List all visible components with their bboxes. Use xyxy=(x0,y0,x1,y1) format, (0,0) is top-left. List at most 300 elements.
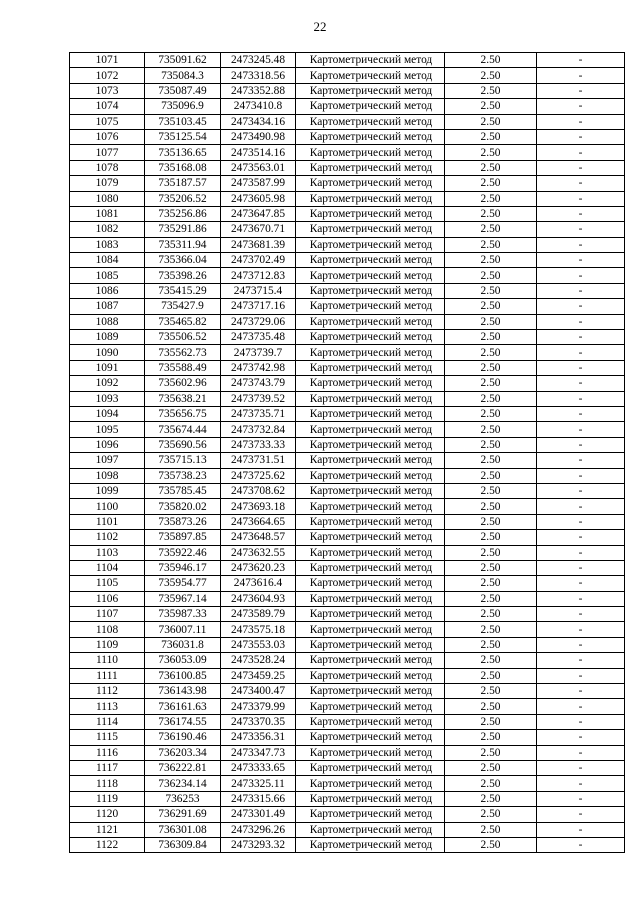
x-coordinate-cell: 735638.21 xyxy=(145,391,221,406)
note-cell: - xyxy=(537,714,625,729)
accuracy-cell: 2.50 xyxy=(445,499,537,514)
method-cell: Картометрический метод xyxy=(296,760,445,775)
table-row xyxy=(70,129,625,144)
x-coordinate-cell: 736291.69 xyxy=(145,807,221,822)
point-number-cell: 1076 xyxy=(70,129,145,144)
accuracy-cell: 2.50 xyxy=(445,791,537,806)
method-cell: Картометрический метод xyxy=(296,437,445,452)
method-cell: Картометрический метод xyxy=(296,391,445,406)
point-number-cell: 1074 xyxy=(70,99,145,114)
x-coordinate-cell: 735415.29 xyxy=(145,283,221,298)
y-coordinate-cell: 2473725.62 xyxy=(221,468,296,483)
accuracy-cell: 2.50 xyxy=(445,468,537,483)
table-row xyxy=(70,253,625,268)
note-cell: - xyxy=(537,668,625,683)
accuracy-cell: 2.50 xyxy=(445,129,537,144)
accuracy-cell: 2.50 xyxy=(445,237,537,252)
method-cell: Картометрический метод xyxy=(296,607,445,622)
accuracy-cell: 2.50 xyxy=(445,776,537,791)
method-cell: Картометрический метод xyxy=(296,730,445,745)
point-number-cell: 1095 xyxy=(70,422,145,437)
point-number-cell: 1089 xyxy=(70,330,145,345)
table-row xyxy=(70,807,625,822)
method-cell: Картометрический метод xyxy=(296,591,445,606)
table-row xyxy=(70,222,625,237)
note-cell: - xyxy=(537,637,625,652)
table-row xyxy=(70,345,625,360)
note-cell: - xyxy=(537,545,625,560)
table-row xyxy=(70,68,625,83)
y-coordinate-cell: 2473681.39 xyxy=(221,237,296,252)
accuracy-cell: 2.50 xyxy=(445,545,537,560)
method-cell: Картометрический метод xyxy=(296,314,445,329)
accuracy-cell: 2.50 xyxy=(445,283,537,298)
y-coordinate-cell: 2473708.62 xyxy=(221,483,296,498)
y-coordinate-cell: 2473553.03 xyxy=(221,637,296,652)
x-coordinate-cell: 736309.84 xyxy=(145,837,221,852)
point-number-cell: 1109 xyxy=(70,637,145,652)
y-coordinate-cell: 2473604.93 xyxy=(221,591,296,606)
table-row xyxy=(70,699,625,714)
note-cell: - xyxy=(537,684,625,699)
method-cell: Картометрический метод xyxy=(296,530,445,545)
y-coordinate-cell: 2473712.83 xyxy=(221,268,296,283)
accuracy-cell: 2.50 xyxy=(445,560,537,575)
y-coordinate-cell: 2473490.98 xyxy=(221,129,296,144)
y-coordinate-cell: 2473632.55 xyxy=(221,545,296,560)
point-number-cell: 1079 xyxy=(70,176,145,191)
accuracy-cell: 2.50 xyxy=(445,714,537,729)
point-number-cell: 1073 xyxy=(70,83,145,98)
x-coordinate-cell: 735656.75 xyxy=(145,406,221,421)
point-number-cell: 1081 xyxy=(70,206,145,221)
table-row xyxy=(70,330,625,345)
method-cell: Картометрический метод xyxy=(296,99,445,114)
accuracy-cell: 2.50 xyxy=(445,206,537,221)
table-row xyxy=(70,607,625,622)
note-cell: - xyxy=(537,468,625,483)
method-cell: Картометрический метод xyxy=(296,422,445,437)
method-cell: Картометрический метод xyxy=(296,53,445,68)
table-row xyxy=(70,514,625,529)
table-row xyxy=(70,776,625,791)
accuracy-cell: 2.50 xyxy=(445,607,537,622)
x-coordinate-cell: 735168.08 xyxy=(145,160,221,175)
accuracy-cell: 2.50 xyxy=(445,653,537,668)
accuracy-cell: 2.50 xyxy=(445,53,537,68)
method-cell: Картометрический метод xyxy=(296,83,445,98)
point-number-cell: 1110 xyxy=(70,653,145,668)
y-coordinate-cell: 2473333.65 xyxy=(221,760,296,775)
accuracy-cell: 2.50 xyxy=(445,406,537,421)
table-row xyxy=(70,745,625,760)
point-number-cell: 1085 xyxy=(70,268,145,283)
x-coordinate-cell: 735738.23 xyxy=(145,468,221,483)
note-cell: - xyxy=(537,314,625,329)
accuracy-cell: 2.50 xyxy=(445,514,537,529)
method-cell: Картометрический метод xyxy=(296,745,445,760)
x-coordinate-cell: 736190.46 xyxy=(145,730,221,745)
y-coordinate-cell: 2473400.47 xyxy=(221,684,296,699)
table-row xyxy=(70,730,625,745)
note-cell: - xyxy=(537,253,625,268)
accuracy-cell: 2.50 xyxy=(445,760,537,775)
method-cell: Картометрический метод xyxy=(296,483,445,498)
note-cell: - xyxy=(537,145,625,160)
method-cell: Картометрический метод xyxy=(296,468,445,483)
x-coordinate-cell: 735398.26 xyxy=(145,268,221,283)
point-number-cell: 1098 xyxy=(70,468,145,483)
method-cell: Картометрический метод xyxy=(296,114,445,129)
method-cell: Картометрический метод xyxy=(296,68,445,83)
point-number-cell: 1122 xyxy=(70,837,145,852)
note-cell: - xyxy=(537,791,625,806)
note-cell: - xyxy=(537,206,625,221)
method-cell: Картометрический метод xyxy=(296,560,445,575)
table-row xyxy=(70,237,625,252)
note-cell: - xyxy=(537,453,625,468)
point-number-cell: 1094 xyxy=(70,406,145,421)
note-cell: - xyxy=(537,176,625,191)
y-coordinate-cell: 2473715.4 xyxy=(221,283,296,298)
point-number-cell: 1099 xyxy=(70,483,145,498)
x-coordinate-cell: 735136.65 xyxy=(145,145,221,160)
point-number-cell: 1103 xyxy=(70,545,145,560)
note-cell: - xyxy=(537,499,625,514)
table-row xyxy=(70,668,625,683)
accuracy-cell: 2.50 xyxy=(445,730,537,745)
point-number-cell: 1114 xyxy=(70,714,145,729)
x-coordinate-cell: 736203.34 xyxy=(145,745,221,760)
method-cell: Картометрический метод xyxy=(296,206,445,221)
table-row xyxy=(70,714,625,729)
accuracy-cell: 2.50 xyxy=(445,253,537,268)
point-number-cell: 1096 xyxy=(70,437,145,452)
method-cell: Картометрический метод xyxy=(296,684,445,699)
accuracy-cell: 2.50 xyxy=(445,83,537,98)
method-cell: Картометрический метод xyxy=(296,345,445,360)
accuracy-cell: 2.50 xyxy=(445,99,537,114)
note-cell: - xyxy=(537,83,625,98)
method-cell: Картометрический метод xyxy=(296,791,445,806)
y-coordinate-cell: 2473616.4 xyxy=(221,576,296,591)
x-coordinate-cell: 735427.9 xyxy=(145,299,221,314)
table-row xyxy=(70,622,625,637)
table-row xyxy=(70,145,625,160)
accuracy-cell: 2.50 xyxy=(445,268,537,283)
table-row xyxy=(70,530,625,545)
y-coordinate-cell: 2473648.57 xyxy=(221,530,296,545)
note-cell: - xyxy=(537,191,625,206)
accuracy-cell: 2.50 xyxy=(445,422,537,437)
y-coordinate-cell: 2473318.56 xyxy=(221,68,296,83)
table-row xyxy=(70,283,625,298)
x-coordinate-cell: 736053.09 xyxy=(145,653,221,668)
note-cell: - xyxy=(537,822,625,837)
table-row xyxy=(70,299,625,314)
point-number-cell: 1071 xyxy=(70,53,145,68)
method-cell: Картометрический метод xyxy=(296,237,445,252)
table-row xyxy=(70,591,625,606)
point-number-cell: 1121 xyxy=(70,822,145,837)
table-row xyxy=(70,376,625,391)
table-row xyxy=(70,360,625,375)
x-coordinate-cell: 735873.26 xyxy=(145,514,221,529)
point-number-cell: 1111 xyxy=(70,668,145,683)
method-cell: Картометрический метод xyxy=(296,637,445,652)
y-coordinate-cell: 2473587.99 xyxy=(221,176,296,191)
point-number-cell: 1078 xyxy=(70,160,145,175)
table-row xyxy=(70,453,625,468)
y-coordinate-cell: 2473731.51 xyxy=(221,453,296,468)
y-coordinate-cell: 2473528.24 xyxy=(221,653,296,668)
x-coordinate-cell: 735922.46 xyxy=(145,545,221,560)
y-coordinate-cell: 2473717.16 xyxy=(221,299,296,314)
note-cell: - xyxy=(537,760,625,775)
table-row xyxy=(70,437,625,452)
y-coordinate-cell: 2473459.25 xyxy=(221,668,296,683)
y-coordinate-cell: 2473325.11 xyxy=(221,776,296,791)
table-row xyxy=(70,99,625,114)
point-number-cell: 1106 xyxy=(70,591,145,606)
x-coordinate-cell: 735506.52 xyxy=(145,330,221,345)
table-row xyxy=(70,406,625,421)
point-number-cell: 1086 xyxy=(70,283,145,298)
table-row xyxy=(70,422,625,437)
note-cell: - xyxy=(537,99,625,114)
note-cell: - xyxy=(537,699,625,714)
accuracy-cell: 2.50 xyxy=(445,68,537,83)
accuracy-cell: 2.50 xyxy=(445,160,537,175)
table-row xyxy=(70,576,625,591)
method-cell: Картометрический метод xyxy=(296,807,445,822)
accuracy-cell: 2.50 xyxy=(445,330,537,345)
x-coordinate-cell: 735366.04 xyxy=(145,253,221,268)
point-number-cell: 1082 xyxy=(70,222,145,237)
x-coordinate-cell: 735084.3 xyxy=(145,68,221,83)
accuracy-cell: 2.50 xyxy=(445,391,537,406)
method-cell: Картометрический метод xyxy=(296,145,445,160)
x-coordinate-cell: 735087.49 xyxy=(145,83,221,98)
table-row xyxy=(70,191,625,206)
y-coordinate-cell: 2473732.84 xyxy=(221,422,296,437)
y-coordinate-cell: 2473563.01 xyxy=(221,160,296,175)
table-row xyxy=(70,760,625,775)
point-number-cell: 1119 xyxy=(70,791,145,806)
note-cell: - xyxy=(537,591,625,606)
coordinates-table-body xyxy=(70,53,625,853)
note-cell: - xyxy=(537,283,625,298)
x-coordinate-cell: 735954.77 xyxy=(145,576,221,591)
table-row xyxy=(70,653,625,668)
accuracy-cell: 2.50 xyxy=(445,345,537,360)
point-number-cell: 1083 xyxy=(70,237,145,252)
method-cell: Картометрический метод xyxy=(296,699,445,714)
y-coordinate-cell: 2473434.16 xyxy=(221,114,296,129)
accuracy-cell: 2.50 xyxy=(445,822,537,837)
note-cell: - xyxy=(537,437,625,452)
x-coordinate-cell: 735715.13 xyxy=(145,453,221,468)
method-cell: Картометрический метод xyxy=(296,253,445,268)
table-row xyxy=(70,499,625,514)
x-coordinate-cell: 736222.81 xyxy=(145,760,221,775)
method-cell: Картометрический метод xyxy=(296,299,445,314)
table-row xyxy=(70,160,625,175)
point-number-cell: 1091 xyxy=(70,360,145,375)
point-number-cell: 1100 xyxy=(70,499,145,514)
point-number-cell: 1113 xyxy=(70,699,145,714)
y-coordinate-cell: 2473735.48 xyxy=(221,330,296,345)
accuracy-cell: 2.50 xyxy=(445,807,537,822)
x-coordinate-cell: 735187.57 xyxy=(145,176,221,191)
accuracy-cell: 2.50 xyxy=(445,745,537,760)
point-number-cell: 1084 xyxy=(70,253,145,268)
x-coordinate-cell: 736234.14 xyxy=(145,776,221,791)
note-cell: - xyxy=(537,837,625,852)
note-cell: - xyxy=(537,406,625,421)
x-coordinate-cell: 735311.94 xyxy=(145,237,221,252)
y-coordinate-cell: 2473245.48 xyxy=(221,53,296,68)
method-cell: Картометрический метод xyxy=(296,176,445,191)
page-number: 22 xyxy=(313,19,327,34)
accuracy-cell: 2.50 xyxy=(445,622,537,637)
method-cell: Картометрический метод xyxy=(296,453,445,468)
point-number-cell: 1087 xyxy=(70,299,145,314)
note-cell: - xyxy=(537,129,625,144)
note-cell: - xyxy=(537,160,625,175)
method-cell: Картометрический метод xyxy=(296,360,445,375)
accuracy-cell: 2.50 xyxy=(445,114,537,129)
accuracy-cell: 2.50 xyxy=(445,591,537,606)
note-cell: - xyxy=(537,730,625,745)
table-row xyxy=(70,560,625,575)
y-coordinate-cell: 2473742.98 xyxy=(221,360,296,375)
y-coordinate-cell: 2473347.73 xyxy=(221,745,296,760)
accuracy-cell: 2.50 xyxy=(445,684,537,699)
point-number-cell: 1107 xyxy=(70,607,145,622)
note-cell: - xyxy=(537,237,625,252)
point-number-cell: 1093 xyxy=(70,391,145,406)
x-coordinate-cell: 735091.62 xyxy=(145,53,221,68)
coordinates-table xyxy=(69,52,625,853)
point-number-cell: 1117 xyxy=(70,760,145,775)
accuracy-cell: 2.50 xyxy=(445,699,537,714)
accuracy-cell: 2.50 xyxy=(445,668,537,683)
accuracy-cell: 2.50 xyxy=(445,360,537,375)
table-row xyxy=(70,483,625,498)
method-cell: Картометрический метод xyxy=(296,499,445,514)
x-coordinate-cell: 736174.55 xyxy=(145,714,221,729)
method-cell: Картометрический метод xyxy=(296,268,445,283)
note-cell: - xyxy=(537,299,625,314)
point-number-cell: 1072 xyxy=(70,68,145,83)
table-row xyxy=(70,206,625,221)
point-number-cell: 1104 xyxy=(70,560,145,575)
point-number-cell: 1112 xyxy=(70,684,145,699)
accuracy-cell: 2.50 xyxy=(445,837,537,852)
x-coordinate-cell: 735562.73 xyxy=(145,345,221,360)
method-cell: Картометрический метод xyxy=(296,545,445,560)
y-coordinate-cell: 2473735.71 xyxy=(221,406,296,421)
y-coordinate-cell: 2473379.99 xyxy=(221,699,296,714)
note-cell: - xyxy=(537,391,625,406)
table-row xyxy=(70,468,625,483)
note-cell: - xyxy=(537,530,625,545)
x-coordinate-cell: 736253 xyxy=(145,791,221,806)
note-cell: - xyxy=(537,622,625,637)
x-coordinate-cell: 735690.56 xyxy=(145,437,221,452)
y-coordinate-cell: 2473620.23 xyxy=(221,560,296,575)
accuracy-cell: 2.50 xyxy=(445,576,537,591)
x-coordinate-cell: 736161.63 xyxy=(145,699,221,714)
point-number-cell: 1101 xyxy=(70,514,145,529)
note-cell: - xyxy=(537,807,625,822)
x-coordinate-cell: 736100.85 xyxy=(145,668,221,683)
y-coordinate-cell: 2473605.98 xyxy=(221,191,296,206)
y-coordinate-cell: 2473664.65 xyxy=(221,514,296,529)
method-cell: Картометрический метод xyxy=(296,668,445,683)
note-cell: - xyxy=(537,222,625,237)
y-coordinate-cell: 2473410.8 xyxy=(221,99,296,114)
point-number-cell: 1102 xyxy=(70,530,145,545)
x-coordinate-cell: 735897.85 xyxy=(145,530,221,545)
table-row xyxy=(70,83,625,98)
point-number-cell: 1116 xyxy=(70,745,145,760)
y-coordinate-cell: 2473356.31 xyxy=(221,730,296,745)
note-cell: - xyxy=(537,114,625,129)
method-cell: Картометрический метод xyxy=(296,837,445,852)
y-coordinate-cell: 2473739.7 xyxy=(221,345,296,360)
accuracy-cell: 2.50 xyxy=(445,176,537,191)
table-row xyxy=(70,268,625,283)
x-coordinate-cell: 735785.45 xyxy=(145,483,221,498)
note-cell: - xyxy=(537,514,625,529)
y-coordinate-cell: 2473739.52 xyxy=(221,391,296,406)
y-coordinate-cell: 2473670.71 xyxy=(221,222,296,237)
note-cell: - xyxy=(537,483,625,498)
method-cell: Картометрический метод xyxy=(296,376,445,391)
note-cell: - xyxy=(537,776,625,791)
x-coordinate-cell: 735987.33 xyxy=(145,607,221,622)
y-coordinate-cell: 2473729.06 xyxy=(221,314,296,329)
note-cell: - xyxy=(537,330,625,345)
table-row xyxy=(70,176,625,191)
y-coordinate-cell: 2473301.49 xyxy=(221,807,296,822)
point-number-cell: 1118 xyxy=(70,776,145,791)
method-cell: Картометрический метод xyxy=(296,653,445,668)
y-coordinate-cell: 2473743.79 xyxy=(221,376,296,391)
accuracy-cell: 2.50 xyxy=(445,376,537,391)
x-coordinate-cell: 735588.49 xyxy=(145,360,221,375)
accuracy-cell: 2.50 xyxy=(445,483,537,498)
note-cell: - xyxy=(537,422,625,437)
point-number-cell: 1088 xyxy=(70,314,145,329)
method-cell: Картометрический метод xyxy=(296,222,445,237)
y-coordinate-cell: 2473293.32 xyxy=(221,837,296,852)
note-cell: - xyxy=(537,345,625,360)
point-number-cell: 1092 xyxy=(70,376,145,391)
accuracy-cell: 2.50 xyxy=(445,637,537,652)
method-cell: Картометрический метод xyxy=(296,129,445,144)
accuracy-cell: 2.50 xyxy=(445,314,537,329)
table-row xyxy=(70,314,625,329)
note-cell: - xyxy=(537,607,625,622)
table-row xyxy=(70,684,625,699)
accuracy-cell: 2.50 xyxy=(445,222,537,237)
accuracy-cell: 2.50 xyxy=(445,530,537,545)
x-coordinate-cell: 736007.11 xyxy=(145,622,221,637)
accuracy-cell: 2.50 xyxy=(445,191,537,206)
